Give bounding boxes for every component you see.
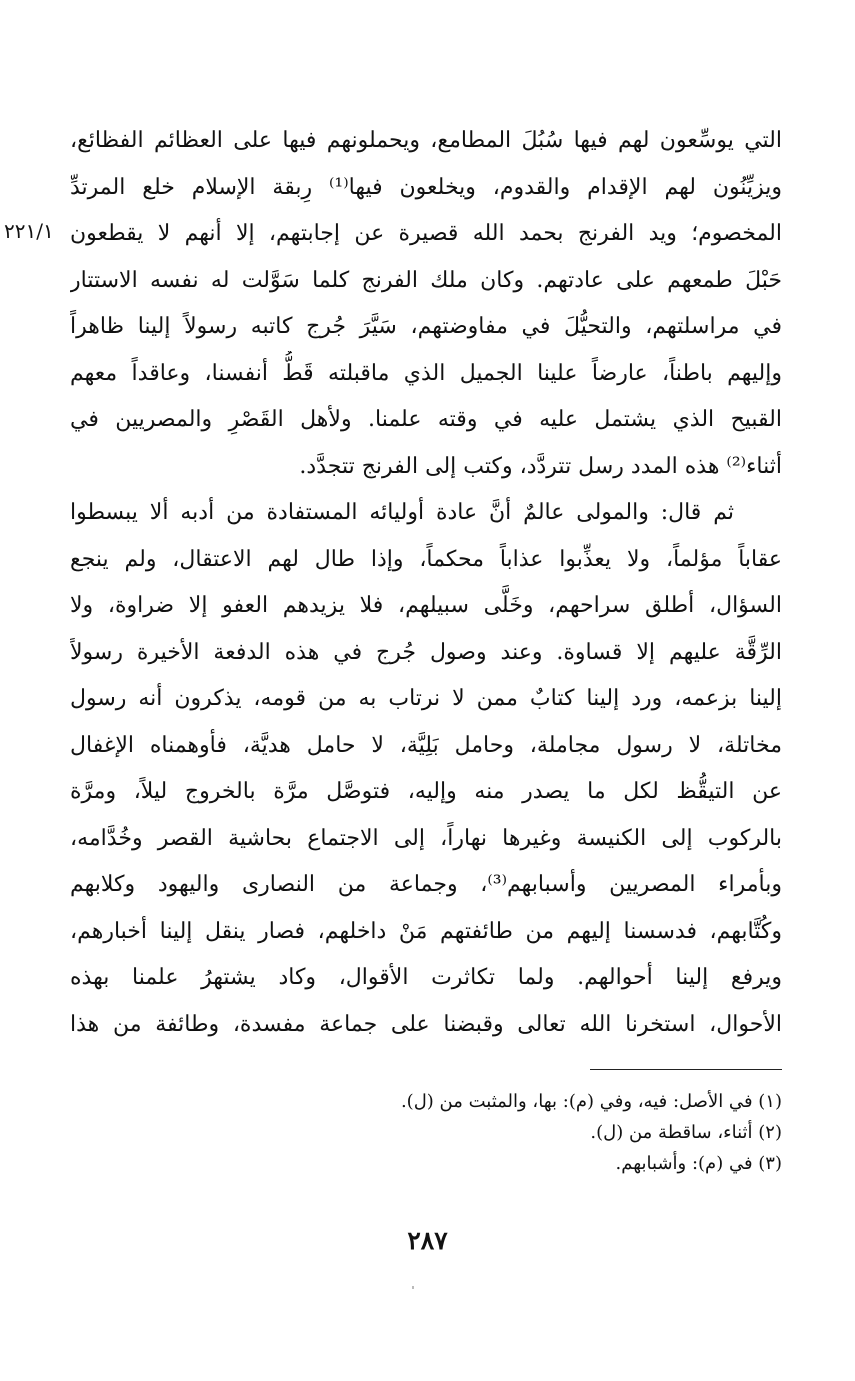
body-line: وكُتَّابهم، فدسسنا إليهم من طائفتهم مَنْ داخلهم، فصار ينقل إلينا أخبارهم، — [70, 918, 782, 944]
body-line: عقاباً مؤلماً، ولا يعذِّبوا عذاباً محكماً، وإذا طال لهم الاعتقال، ولم ينجع — [70, 546, 782, 572]
body-line: حَبْلَ طمعهم على عادتهم. وكان ملك الفرنج كلما سَوَّلت له نفسه الاستتار — [70, 267, 782, 293]
body-line: بالركوب إلى الكنيسة وغيرها نهاراً، إلى الاجتماع بحاشية القصر وخُدَّامه، — [70, 825, 782, 851]
body-line: التي يوسِّعون لهم فيها سُبُلَ المطامع، ويحملونهم فيها على العظائم الفظائع، — [70, 128, 782, 153]
body-line: وبأمراء المصريين وأسبابهم⁽³⁾، وجماعة من النصارى واليهود وكلابهم — [70, 872, 782, 897]
body-line: أثناء⁽²⁾ هذه المدد رسل تتردَّد، وكتب إلى الفرنج تتجدَّد. — [299, 453, 782, 479]
body-line: السؤال، أطلق سراحهم، وخَلَّى سبيلهم، فلا يزيدهم العفو إلا ضراوة، ولا — [70, 593, 782, 618]
body-line: مخاتلة، لا رسول مجاملة، وحامل بَلِيَّة، لا حامل هديَّة، فأوهمناه الإغفال — [70, 732, 782, 758]
page-number: ٢٨٧ — [407, 1226, 448, 1255]
paragraph-start-line: ثم قال: والمولى عالمٌ أنَّ عادة أوليائه المستفادة من أدبه ألا يبسطوا — [70, 500, 734, 525]
footnote: (٢) أثناء، ساقطة من (ل). — [590, 1122, 782, 1143]
body-line: عن التيقُّظ لكل ما يصدر منه وإليه، فتوصَّل مرَّة بالخروج ليلاً، ومرَّة — [70, 779, 782, 804]
body-line: المخصوم؛ ويد الفرنج بحمد الله قصيرة عن إجابتهم، إلا أنهم لا يقطعون — [70, 221, 782, 246]
footnote: (١) في الأصل: فيه، وفي (م): بها، والمثبت من (ل). — [400, 1091, 782, 1112]
body-line: في مراسلتهم، والتحيُّلَ في مفاوضتهم، سَيَّرَ جُرج كاتبه رسولاً إلينا ظاهراً — [70, 314, 782, 339]
body-line: ويزيِّنُون لهم الإقدام والقدوم، ويخلعون فيها⁽¹⁾ رِبقة الإسلام خلع المرتدِّ — [70, 174, 782, 200]
footnote-separator — [590, 1069, 782, 1070]
body-line: إلينا بزعمه، ورد إلينا كتابٌ ممن لا نرتاب به من قومه، يذكرون أنه رسول — [70, 686, 782, 711]
body-line: ويرفع إلينا أحوالهم. ولما تكاثرت الأقوال، وكاد يشتهرُ علمنا بهذه — [70, 965, 782, 990]
body-line: الأحوال، استخرنا الله تعالى وقبضنا على جماعة مفسدة، وطائفة من هذا — [70, 1011, 782, 1037]
footnotes — [300, 1086, 782, 1179]
scan-speck — [412, 1286, 414, 1289]
body-line: وإليهم باطناً، عارضاً علينا الجميل الذي ماقبلته قَطُّ أنفسنا، وعاقداً معهم — [70, 360, 782, 386]
body-line: القبيح الذي يشتمل عليه في وقته علمنا. ولأهل القَصْرِ والمصريين في — [70, 407, 782, 432]
body-text — [70, 118, 782, 1048]
body-line: الرِّقَّة عليهم إلا قساوة. وعند وصول جُرج في هذه الدفعة الأخيرة رسولاً — [70, 639, 782, 665]
margin-reference: ٢٢١/١ — [4, 219, 54, 243]
footnote: (٣) في (م): وأشبابهم. — [615, 1153, 782, 1174]
